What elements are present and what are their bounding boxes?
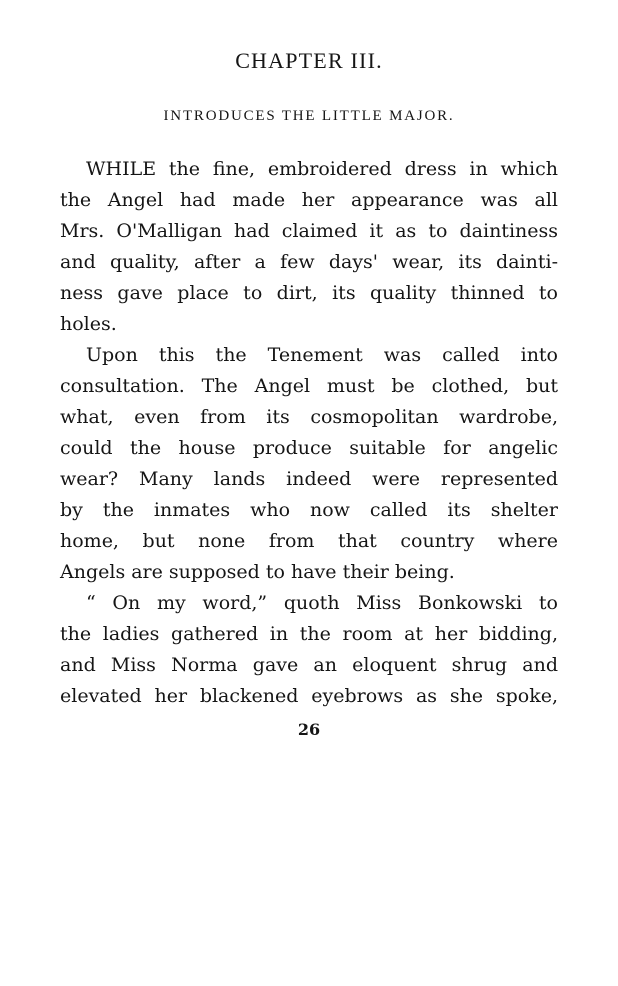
text-line: home, but none from that country where bbox=[60, 530, 558, 552]
text-line: Mrs. O'Malligan had claimed it as to daintiness bbox=[60, 220, 558, 242]
text-line: elevated her blackened eyebrows as she spoke, bbox=[60, 685, 558, 707]
text-line: holes. bbox=[60, 313, 117, 335]
text-line: and quality, after a few days' wear, its dainti- bbox=[60, 251, 558, 273]
text-line: “ On my word,” quoth Miss Bonkowski to bbox=[86, 592, 558, 614]
text-line: the Angel had made her appearance was all bbox=[60, 189, 558, 211]
text-line: wear? Many lands indeed were represented bbox=[60, 468, 558, 490]
text-line: the ladies gathered in the room at her bidding, bbox=[60, 623, 558, 645]
text-line: WHILE the fine, embroidered dress in which bbox=[86, 158, 558, 180]
chapter-subtitle: INTRODUCES THE LITTLE MAJOR. bbox=[163, 108, 455, 124]
text-line: ness gave place to dirt, its quality thinned to bbox=[60, 282, 558, 304]
page-number: 26 bbox=[297, 720, 321, 739]
body-text bbox=[60, 154, 558, 712]
text-line: Angels are supposed to have their being. bbox=[60, 561, 455, 583]
text-line: could the house produce suitable for angelic bbox=[60, 437, 558, 459]
chapter-title: CHAPTER III. bbox=[235, 48, 383, 73]
text-line: by the inmates who now called its shelter bbox=[60, 499, 558, 521]
text-line: consultation. The Angel must be clothed, but bbox=[60, 375, 558, 397]
text-line: Upon this the Tenement was called into bbox=[86, 344, 558, 366]
text-line: and Miss Norma gave an eloquent shrug and bbox=[60, 654, 558, 676]
text-line: what, even from its cosmopolitan wardrobe, bbox=[60, 406, 558, 428]
